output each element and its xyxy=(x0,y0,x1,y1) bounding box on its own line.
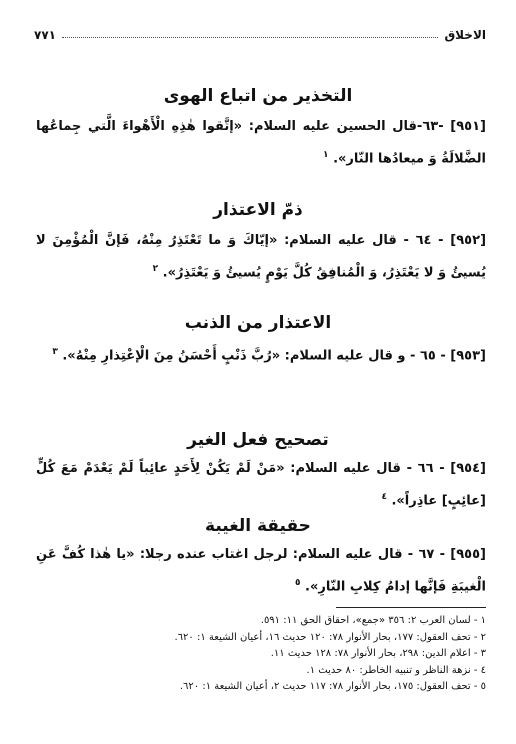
section-heading: حقيقة الغيبة xyxy=(205,516,311,536)
entry-text: - ٦٦ - قال عليه السلام: «مَنْ لَمْ يَكُنْ لِأَحَدٍ عائِباً لَمْ يَعْدَمْ مَعَ كُلٍّ [عائِبٍ] عاذِراً». xyxy=(36,461,486,509)
footnote: ١ - لسان العرب ٢: ٣٥٦ «جمع»، احقاق الحق ١١: ٥٩١. xyxy=(260,615,486,626)
footnote: ٣ - اعلام الدين: ٢٩٨، بحار الأنوار ٧٨: ١٢٨ حديث ١١. xyxy=(270,648,486,659)
footnote-ref: ٥ xyxy=(295,578,301,588)
footnote-ref: ١ xyxy=(323,150,329,160)
entry-number: [٩٥٣] xyxy=(450,348,486,364)
section-heading: التخذير من اتباع الهوى xyxy=(163,86,353,106)
entry-text: - ٦٧ - قال عليه السلام: لرجل اغتاب عنده رجلا: «يا هٰذا كُفَّ عَنِ الْغيبَةِ فَإنَّها إدامُ كِلابِ النّارِ». xyxy=(36,547,486,595)
header-leader-dots xyxy=(62,37,438,38)
entry-number: [٩٥١] xyxy=(450,119,486,134)
hadith-entry xyxy=(36,540,486,601)
entry-number: [٩٥٥] xyxy=(450,547,486,562)
hadith-entry xyxy=(36,112,486,173)
section-heading: الاعتذار من الذنب xyxy=(184,313,332,333)
entry-text: - ٦٤ - قال عليه السلام: «إيّاكَ وَ ما تَعْتَذِرُ مِنْهُ، فَإنَّ الْمُؤْمِنَ لا يُسيئُ وَ لا يَعْتَذِرُ، وَ الْمُنافِقُ كُلَّ يَوْمٍ يُسيئُ وَ يَعْتَذِرُ». xyxy=(36,233,486,281)
entry-number: [٩٥٢] xyxy=(450,233,487,248)
section-heading: ذمّ الاعتذار xyxy=(213,200,303,220)
footnote-ref: ٢ xyxy=(152,264,159,274)
footnote: ٤ - نزهة الناظر و تنبيه الخاطر: ٨٠ حديث ١. xyxy=(306,664,486,676)
footnote-ref: ٤ xyxy=(381,492,387,502)
footnote-separator xyxy=(336,607,486,608)
header-title: الاخلاق xyxy=(444,28,486,42)
footnote: ٥ - تحف العقول: ١٧٥، بحار الأنوار ٧٨: ١١٧ حديث ٢، أعيان الشيعة ١: ٦٢٠. xyxy=(179,681,486,692)
hadith-entry xyxy=(36,454,486,515)
entry-text: -٦٣-قال الحسين عليه السلام: «إتَّقوا هٰذِهِ الْأَهْواءَ الَّتي جِماعُها الضَّلالَةُ وَ ميعادُها النّار». xyxy=(36,119,486,167)
page-number: ٧٧١ xyxy=(34,28,56,42)
entry-number: [٩٥٤] xyxy=(450,461,486,476)
hadith-entry xyxy=(36,338,486,370)
footnote-ref: ٣ xyxy=(52,347,58,357)
entry-text: - ٦٥ - و قال عليه السلام: «رُبَّ ذَنْبٍ أَحْسَنُ مِنَ الْإعْتِذارِ مِنْهُ». xyxy=(62,348,446,364)
running-header xyxy=(34,20,486,42)
hadith-entry xyxy=(36,226,486,287)
footnotes-list xyxy=(60,613,486,696)
section-heading: تصحيح فعل الغير xyxy=(187,430,329,450)
footnote: ٢ - تحف العقول: ١٧٧، بحار الأنوار ٧٨: ١٢٠ حديث ١٦، أعيان الشيعة ١: ٦٢٠. xyxy=(174,631,486,643)
